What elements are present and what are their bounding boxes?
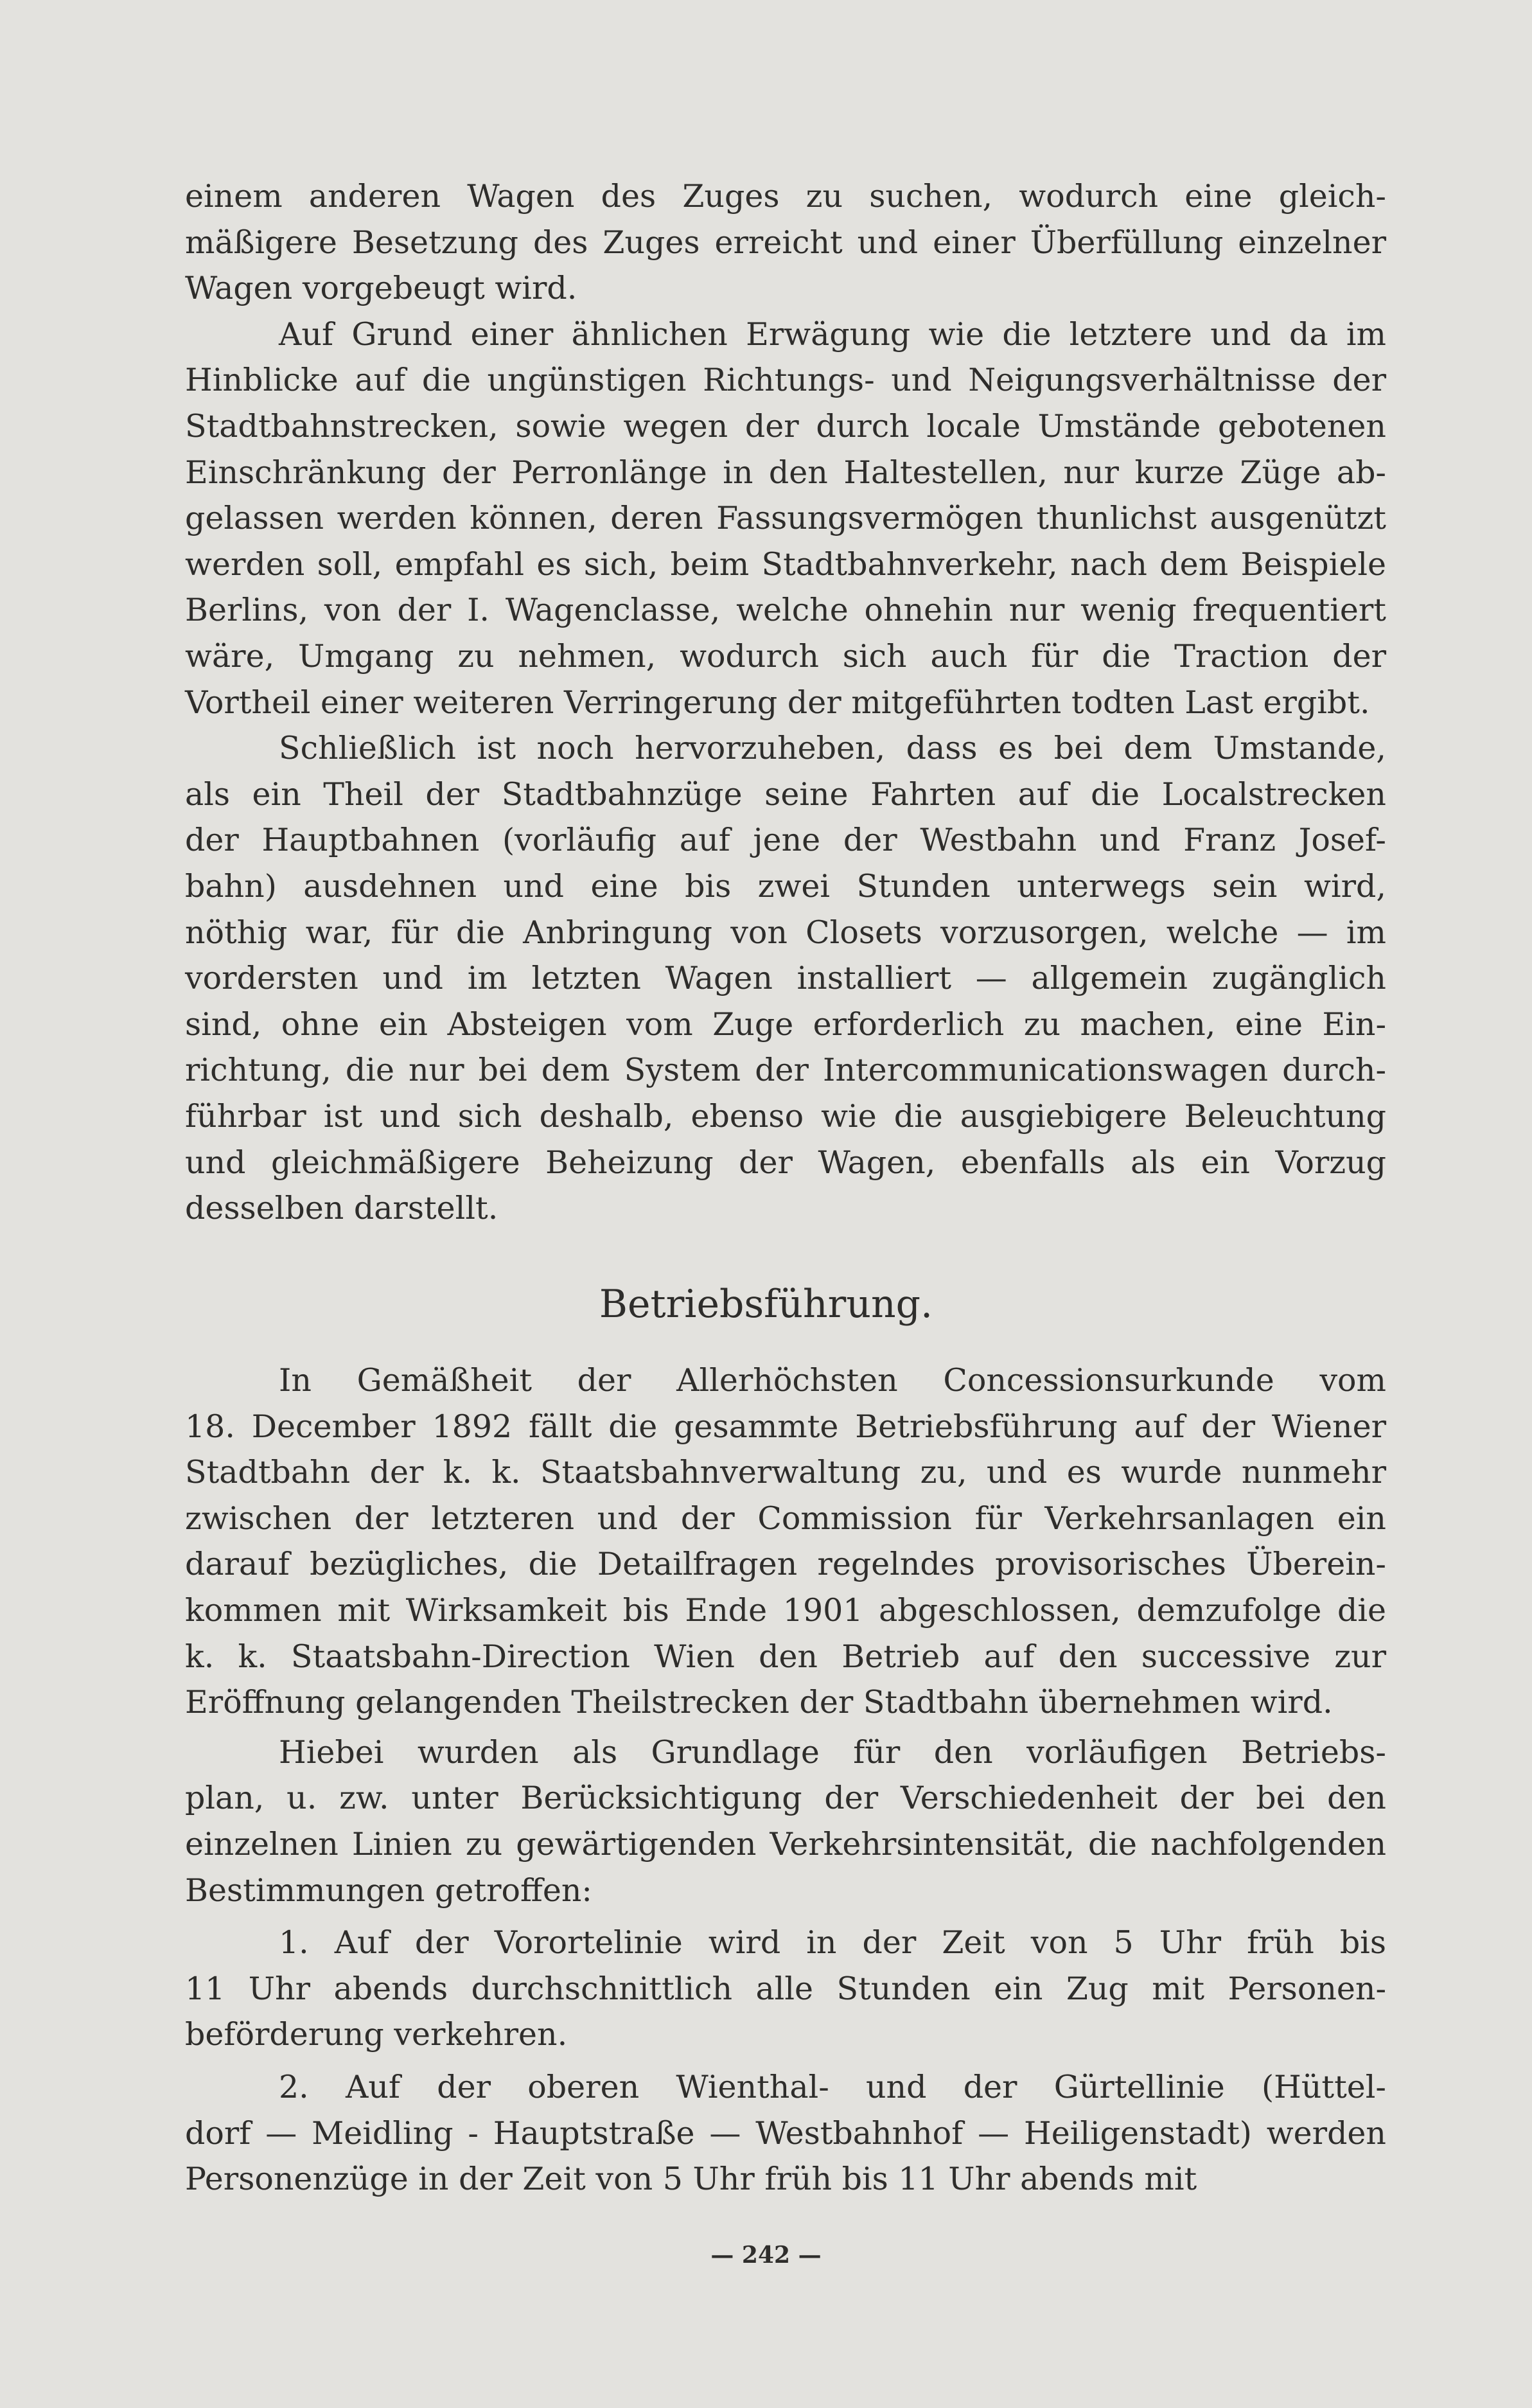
text-line: 1. Auf der Vorortelinie wird in der Zeit von 5 Uhr früh bis — [279, 1924, 1386, 1961]
text-line: In Gemäßheit der Allerhöchsten Concessionsurkunde vom — [279, 1362, 1386, 1399]
text-line: k. k. Staatsbahn-Direction Wien den Betrieb auf den successive zur — [185, 1638, 1386, 1675]
text-line: beförderung verkehren. — [185, 2016, 568, 2053]
text-line: einzelnen Linien zu gewärtigenden Verkehrsintensität, die nachfolgenden — [185, 1826, 1386, 1863]
text-line: darauf bezügliches, die Detailfragen regelndes provisorisches Überein- — [185, 1546, 1386, 1583]
page-number: — 242 — — [710, 2242, 822, 2269]
text-line: Berlins, von der I. Wagenclasse, welche ohnehin nur wenig frequentiert — [185, 592, 1386, 629]
text-line: desselben darstellt. — [185, 1190, 498, 1227]
text-line: dorf — Meidling - Hauptstraße — Westbahnhof — Heiligenstadt) werden — [185, 2114, 1386, 2152]
text-line: Vortheil einer weiteren Verringerung der mitgeführten todten Last ergibt. — [185, 684, 1370, 721]
text-line: bahn) ausdehnen und eine bis zwei Stunden unterwegs sein wird, — [185, 868, 1386, 905]
text-line: Schließlich ist noch hervorzuheben, dass es bei dem Umstande, — [279, 730, 1386, 767]
text-line: einem anderen Wagen des Zuges zu suchen, wodurch eine gleich- — [185, 178, 1386, 215]
text-line: 2. Auf der oberen Wienthal- und der Gürtellinie (Hüttel- — [279, 2069, 1386, 2105]
text-line: Auf Grund einer ähnlichen Erwägung wie die letztere und da im — [279, 315, 1386, 353]
text-line: 11 Uhr abends durchschnittlich alle Stunden ein Zug mit Personen- — [185, 1970, 1386, 2007]
text-line: zwischen der letzteren und der Commission für Verkehrsanlagen ein — [185, 1500, 1386, 1537]
text-line: Stadtbahn der k. k. Staatsbahnverwaltung zu, und es wurde nunmehr — [185, 1454, 1386, 1491]
text-line: plan, u. zw. unter Berücksichtigung der Verschiedenheit der bei den — [185, 1780, 1386, 1817]
text-line: werden soll, empfahl es sich, beim Stadtbahnverkehr, nach dem Beispiele — [185, 545, 1386, 583]
text-line: gelassen werden können, deren Fassungsvermögen thunlichst ausgenützt — [185, 500, 1386, 537]
text-line: als ein Theil der Stadtbahnzüge seine Fahrten auf die Localstrecken — [185, 775, 1386, 813]
text-line: Einschränkung der Perronlänge in den Haltestellen, nur kurze Züge ab- — [185, 454, 1386, 491]
text-line: mäßigere Besetzung des Zuges erreicht und einer Überfüllung einzelner — [185, 224, 1386, 261]
text-line: der Hauptbahnen (vorläufig auf jene der Westbahn und Franz Josef- — [185, 822, 1386, 859]
text-line: Bestimmungen getroffen: — [185, 1872, 592, 1909]
text-line: Hiebei wurden als Grundlage für den vorläufigen Betriebs- — [279, 1733, 1386, 1771]
text-line: Eröffnung gelangenden Theilstrecken der Stadtbahn übernehmen wird. — [185, 1684, 1333, 1721]
text-line: richtung, die nur bei dem System der Intercommunicationswagen durch- — [185, 1052, 1386, 1089]
text-line: wäre, Umgang zu nehmen, wodurch sich auch für die Traction der — [185, 638, 1386, 675]
text-line: Wagen vorgebeugt wird. — [185, 270, 577, 307]
text-line: nöthig war, für die Anbringung von Closets vorzusorgen, welche — im — [185, 914, 1386, 951]
text-line: Personenzüge in der Zeit von 5 Uhr früh bis 11 Uhr abends mit — [185, 2161, 1197, 2198]
text-line: sind, ohne ein Absteigen vom Zuge erforderlich zu machen, eine Ein- — [185, 1005, 1386, 1043]
text-line: Hinblicke auf die ungünstigen Richtungs- und Neigungsverhältnisse der — [185, 362, 1386, 399]
text-line: führbar ist und sich deshalb, ebenso wie die ausgiebigere Beleuchtung — [185, 1098, 1386, 1135]
text-line: 18. December 1892 fällt die gesammte Betriebsführung auf der Wiener — [185, 1408, 1386, 1445]
text-line: und gleichmäßigere Beheizung der Wagen, ebenfalls als ein Vorzug — [185, 1144, 1386, 1181]
text-line: Stadtbahnstrecken, sowie wegen der durch locale Umstände gebotenen — [185, 408, 1386, 445]
text-line: kommen mit Wirksamkeit bis Ende 1901 abgeschlossen, demzufolge die — [185, 1592, 1386, 1629]
section-heading: Betriebsführung. — [599, 1282, 933, 1327]
text-line: vordersten und im letzten Wagen installiert — allgemein zugänglich — [185, 960, 1386, 997]
